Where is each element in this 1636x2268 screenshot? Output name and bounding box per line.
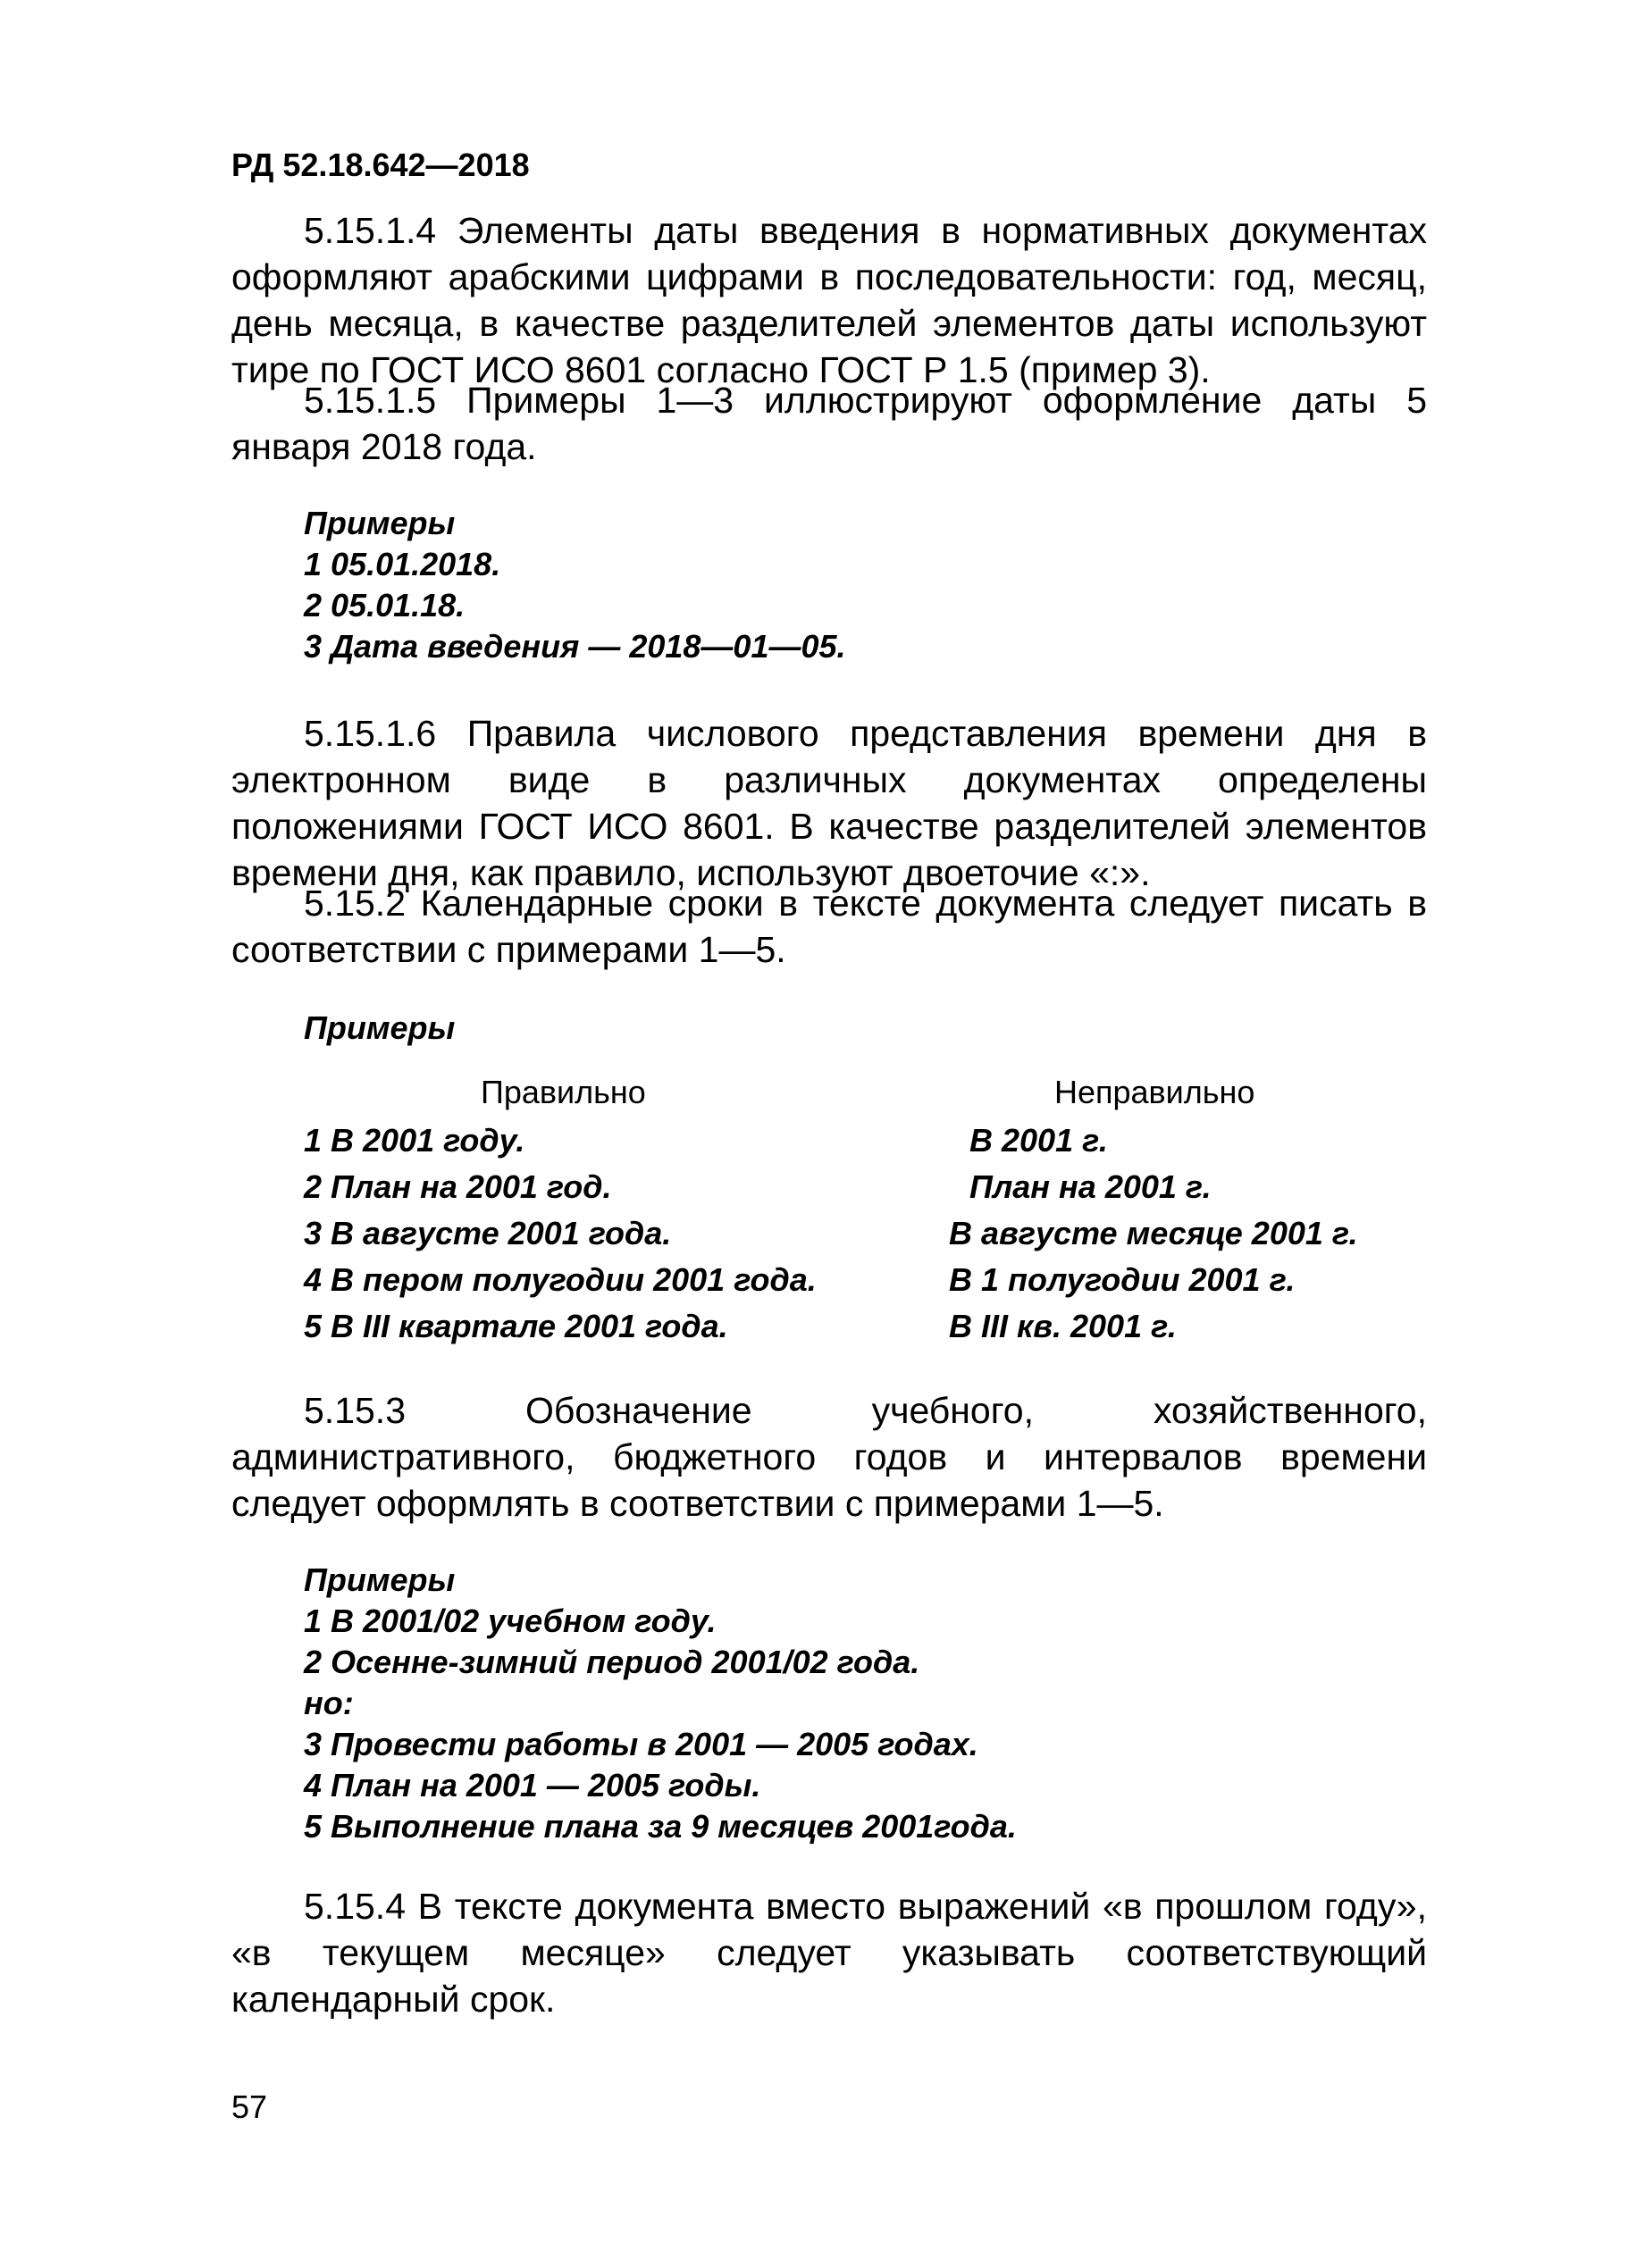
example-item: 1 05.01.2018. [304,546,501,582]
wrong-example: План на 2001 г. [969,1168,1212,1205]
example-item: 3 Провести работы в 2001 — 2005 годах. [304,1726,978,1762]
correct-example: 3 В августе 2001 года. [304,1215,672,1251]
examples-title: Примеры [304,1561,456,1598]
wrong-example: В III кв. 2001 г. [949,1308,1177,1344]
page-number: 57 [231,2088,268,2125]
correct-example: 2 План на 2001 год. [304,1168,612,1205]
column-header-wrong: Неправильно [1054,1074,1255,1110]
paragraph-5-15-2: 5.15.2 Календарные сроки в тексте документа следует писать в соответствии с примерами 1—5. [231,883,1427,970]
example-item: 5 Выполнение плана за 9 месяцев 2001года. [304,1808,1017,1845]
examples-title: Примеры [304,1009,456,1046]
paragraph-5-15-1-5: 5.15.1.5 Примеры 1—3 иллюстрируют оформление даты 5 января 2018 года. [231,380,1427,467]
correct-example: 5 В III квартале 2001 года. [304,1308,728,1344]
wrong-example: В августе месяце 2001 г. [949,1215,1358,1251]
examples-block-3 [304,1560,1017,1847]
example-item: 2 Осенне-зимний период 2001/02 года. [304,1644,920,1680]
paragraph-5-15-1-6: 5.15.1.6 Правила числового представления времени дня в электронном виде в различных документах определены положениями ГОСТ ИСО 8601. В качестве разделителей элементов времени дня, как правило, используют двоеточие «:». [231,713,1427,893]
examples-block-1 [304,503,846,667]
wrong-example: В 2001 г. [969,1122,1108,1159]
correct-example: 1 В 2001 году. [304,1122,525,1159]
example-item: 3 Дата введения — 2018—01—05. [304,628,846,665]
column-header-correct: Правильно [481,1074,646,1110]
example-item: но: [304,1685,354,1721]
examples-title: Примеры [304,505,456,541]
document-header: РД 52.18.642—2018 [231,146,530,183]
example-item: 2 05.01.18. [304,587,466,623]
paragraph-5-15-3: 5.15.3 Обозначение учебного, хозяйственного, административного, бюджетного годов и интервалов времени следует оформлять в соответствии с примерами 1—5. [231,1390,1427,1524]
correct-example: 4 В пером полугодии 2001 года. [304,1261,817,1298]
example-item: 1 В 2001/02 учебном году. [304,1603,717,1639]
wrong-example: В 1 полугодии 2001 г. [949,1261,1296,1298]
paragraph-5-15-1-4: 5.15.1.4 Элементы даты введения в нормативных документах оформляют арабскими цифрами в последовательности: год, месяц, день месяца, в качестве разделителей элементов даты используют тире по ГОСТ ИСО 8601 согласно ГОСТ Р 1.5 (пример 3). [231,210,1427,390]
example-item: 4 План на 2001 — 2005 годы. [304,1767,761,1804]
paragraph-5-15-4: 5.15.4 В тексте документа вместо выражений «в прошлом году», «в текущем месяце» следует указывать соответствующий календарный срок. [231,1886,1427,2020]
